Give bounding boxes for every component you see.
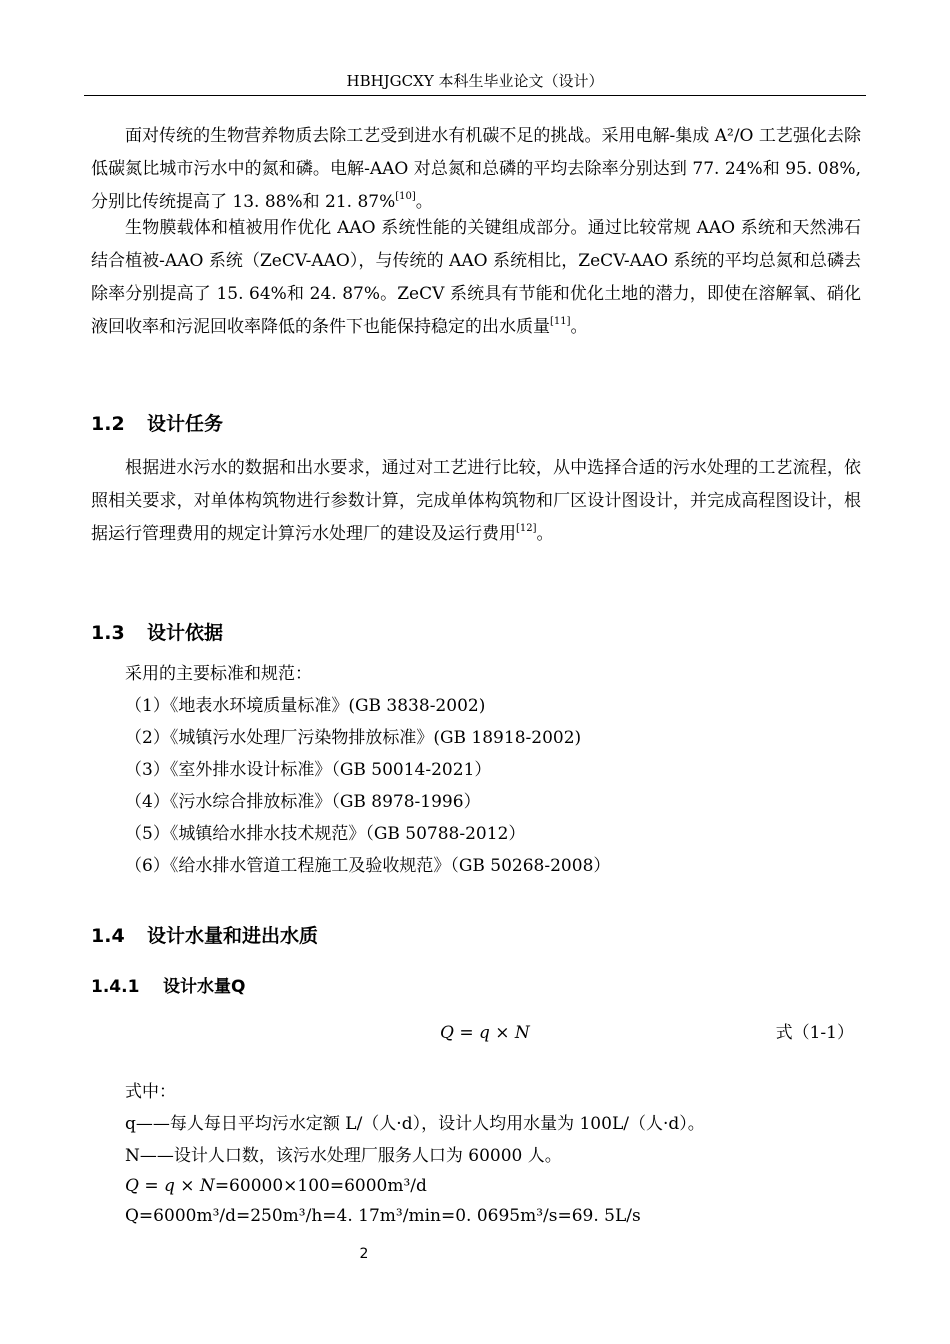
section-1-4-1-heading <box>91 973 245 1001</box>
where-label: 式中： <box>125 1082 176 1102</box>
intro-paragraph-1 <box>91 120 861 221</box>
section-1-2-number: 1.2 <box>91 413 125 435</box>
citation-12: [12] <box>516 523 537 534</box>
citation-11: [11] <box>550 316 571 327</box>
standard-item: （3）《室外排水设计标准》（GB 50014-2021） <box>125 760 492 780</box>
intro-paragraph-2 <box>91 212 861 346</box>
intro-paragraph-2-end: 。 <box>570 317 588 337</box>
section-1-4-1-number: 1.4.1 <box>91 977 140 997</box>
standard-item: （4）《污水综合排放标准》（GB 8978-1996） <box>125 792 481 812</box>
standard-item: （5）《城镇给水排水技术规范》（GB 50788-2012） <box>125 824 526 844</box>
section-1-4-number: 1.4 <box>91 925 125 947</box>
section-1-4-heading <box>91 922 318 950</box>
intro-paragraph-2-text: 生物膜载体和植被用作优化 AAO 系统性能的关键组成部分。通过比较常规 AAO 系统和天然沸石结合植被-AAO 系统（ZeCV-AAO），与传统的 AAO 系统相比，ZeCV-AAO 系统的平均总氮和总磷去除率分别提高了 15. 64%和 24. 87%。ZeCV 系统具有节能和优化土地的潜力，即使在溶解氧、硝化液回收率和污泥回收率降低的条件下也能保持稳定的出水质量 <box>91 218 861 337</box>
standard-item: （2）《城镇污水处理厂污染物排放标准》(GB 18918-2002) <box>125 728 582 748</box>
section-1-2-end: 。 <box>536 524 554 544</box>
section-1-3-number: 1.3 <box>91 622 125 644</box>
section-1-3-heading <box>91 619 223 647</box>
intro-paragraph-1-text: 面对传统的生物营养物质去除工艺受到进水有机碳不足的挑战。采用电解-集成 A²/O 工艺强化去除低碳氮比城市污水中的氮和磷。电解-AAO 对总氮和总磷的平均去除率分别达到 77. 24%和 95. 08%, 分别比传统提高了 13. 88%和 21. 87% <box>91 126 861 212</box>
citation-10: [10] <box>395 191 416 202</box>
standard-item: （6）《给水排水管道工程施工及验收规范》（GB 50268-2008） <box>125 856 611 876</box>
formula-number: 式（1-1） <box>775 1023 854 1043</box>
calculation-line-2: Q=6000m³/d=250m³/h=4. 17m³/min=0. 0695m³/s=69. 5L/s <box>125 1206 641 1226</box>
calculation-line-1-lhs: Q = q × N <box>125 1176 215 1196</box>
formula-1-1: Q = q × N <box>440 1023 530 1043</box>
calculation-line-1-rhs: =60000×100=6000m³/d <box>214 1176 427 1196</box>
section-1-3-title: 设计依据 <box>147 622 224 644</box>
section-1-4-1-title: 设计水量Q <box>163 977 246 997</box>
section-1-2-body <box>91 452 861 553</box>
standards-intro: 采用的主要标准和规范： <box>125 664 312 684</box>
section-1-2-heading <box>91 410 223 438</box>
page-header: HBHJGCXY 本科生毕业论文（设计） <box>346 72 604 90</box>
calculation-line-1 <box>125 1171 427 1201</box>
q-definition: q——每人每日平均污水定额 L/（人·d），设计人均用水量为 100L/（人·d）。 <box>125 1114 705 1134</box>
page-number: 2 <box>359 1246 369 1262</box>
section-1-4-title: 设计水量和进出水质 <box>147 925 319 947</box>
section-1-2-title: 设计任务 <box>147 413 224 435</box>
n-definition: N——设计人口数，该污水处理厂服务人口为 60000 人。 <box>125 1146 562 1166</box>
header-rule <box>84 95 866 96</box>
standard-item: （1）《地表水环境质量标准》(GB 3838-2002) <box>125 696 486 716</box>
section-1-2-body-text: 根据进水污水的数据和出水要求，通过对工艺进行比较，从中选择合适的污水处理的工艺流程，依照相关要求，对单体构筑物进行参数计算，完成单体构筑物和厂区设计图设计，并完成高程图设计，根据运行管理费用的规定计算污水处理厂的建设及运行费用 <box>91 458 861 544</box>
intro-paragraph-1-end: 。 <box>415 192 433 212</box>
